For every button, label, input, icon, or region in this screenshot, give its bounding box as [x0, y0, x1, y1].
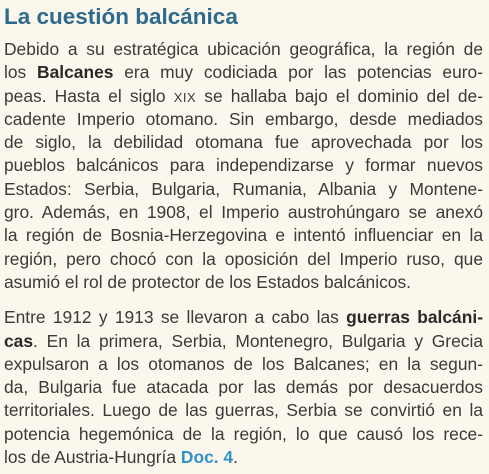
- text-run: se hallaba bajo el dominio del de-: [196, 85, 483, 106]
- text-line: [4, 446, 483, 469]
- text-line: asumió el rol de protector de los Estados balcánicos.: [4, 271, 411, 292]
- text-line: pueblos balcánicos para independizarse y formar nuevos: [4, 155, 483, 176]
- paragraph-2: [4, 306, 483, 469]
- century-numeral: XIX: [173, 89, 197, 105]
- text-run: peas. Hasta el siglo: [4, 85, 174, 106]
- text-line: la región de Bosnia-Herzegovina e intentó influenciar en la: [4, 225, 483, 246]
- text-line: territoriales. Luego de las guerras, Serbia se convirtió en la: [4, 400, 483, 421]
- text-line: cadente Imperio otomano. Sin embargo, desde mediados: [4, 108, 483, 129]
- text-line: [4, 61, 483, 84]
- doc-reference-link[interactable]: Doc. 4: [180, 447, 234, 468]
- text-run: Entre 1912 y 1913 se llevaron a cabo las: [4, 307, 347, 328]
- text-line: Debido a su estratégica ubicación geográfica, la región de: [4, 39, 483, 59]
- text-line: gro. Además, en 1908, el Imperio austrohúngaro se anexó: [4, 202, 483, 223]
- text-run: era muy codiciada por las potencias euro-: [113, 62, 483, 83]
- section-title: La cuestión balcánica: [4, 4, 238, 29]
- text-run: los: [4, 62, 38, 83]
- text-line: Estados: Serbia, Bulgaria, Rumania, Albania y Montene-: [4, 178, 483, 199]
- key-term-balcanes: Balcanes: [37, 62, 114, 83]
- text-line: potencia hegemónica de la región, lo que causó los rece-: [4, 423, 483, 444]
- text-line: [4, 330, 483, 353]
- text-line: [4, 306, 483, 329]
- text-run: . En la primera, Serbia, Montenegro, Bulgaria y Grecia: [33, 330, 483, 351]
- key-term-guerras-balcanicas-end: cas: [4, 330, 34, 351]
- text-run: los de Austria-Hungría: [4, 447, 181, 468]
- text-line: región, pero chocó con la oposición del Imperio ruso, que: [4, 248, 483, 269]
- text-line: expulsaron a los otomanos de los Balcanes; en la segun-: [4, 353, 483, 374]
- text-line: de siglo, la debilidad otomana fue aprovechada por los: [4, 132, 483, 153]
- text-line: [4, 85, 483, 108]
- text-line: da, Bulgaria fue atacada por las demás por desacuerdos: [4, 377, 483, 398]
- key-term-guerras-balcanicas: guerras balcáni-: [346, 307, 483, 328]
- paragraph-1: [4, 38, 483, 294]
- text-run: .: [233, 447, 238, 468]
